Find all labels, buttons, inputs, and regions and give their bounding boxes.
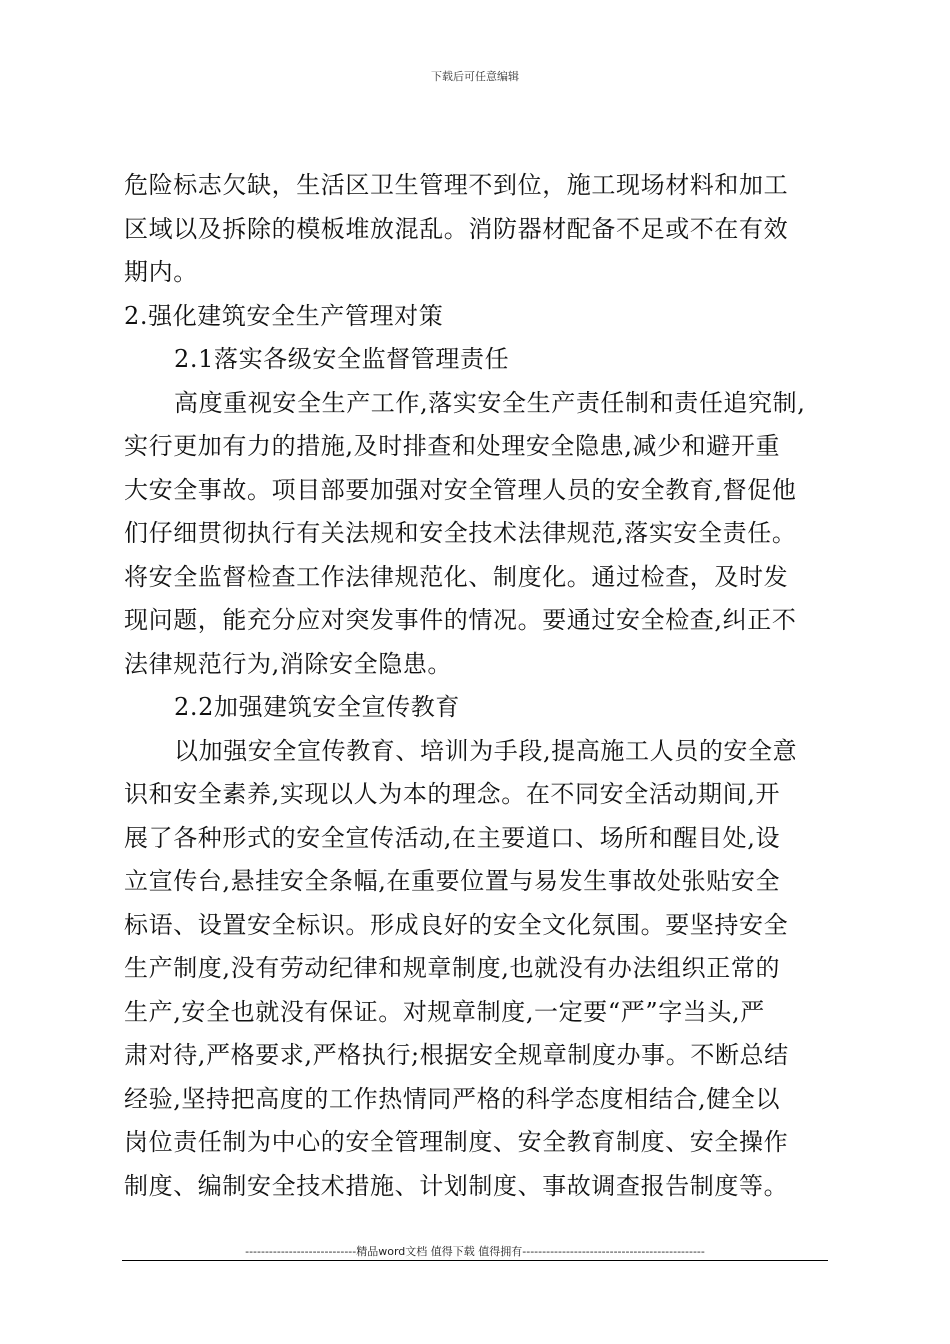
body-line: 肃对待,严格要求,严格执行;根据安全规章制度办事。不断总结	[124, 1041, 789, 1069]
body-line: 高度重视安全生产工作,落实安全生产责任制和责任追究制,	[174, 388, 806, 417]
body-line: 危险标志欠缺，生活区卫生管理不到位，施工现场材料和加工	[124, 171, 789, 199]
section-heading: 2.强化建筑安全生产管理对策	[124, 301, 444, 330]
body-line: 岗位责任制为中心的安全管理制度、安全教育制度、安全操作	[124, 1128, 789, 1156]
body-line: 将安全监督检查工作法律规范化、制度化。通过检查，及时发	[124, 562, 789, 591]
body-line: 大安全事故。项目部要加强对安全管理人员的安全教育,督促他	[124, 475, 797, 504]
footer-divider	[122, 1260, 828, 1261]
page-header: 下载后可任意编辑	[431, 70, 519, 83]
body-line: 制度、编制安全技术措施、计划制度、事故调查报告制度等。	[124, 1171, 789, 1200]
document-body	[124, 164, 830, 1208]
body-line: 以加强安全宣传教育、培训为手段,提高施工人员的安全意	[174, 736, 798, 765]
body-line: 展了各种形式的安全宣传活动,在主要道口、场所和醒目处,设	[124, 823, 781, 852]
body-line: 期内。	[124, 258, 198, 286]
body-line: 立宣传台,悬挂安全条幅,在重要位置与易发生事故处张贴安全	[124, 867, 781, 895]
body-line: 生产制度,没有劳动纪律和规章制度,也就没有办法组织正常的	[124, 954, 781, 982]
body-line: 们仔细贯彻执行有关法规和安全技术法律规范,落实安全责任。	[124, 519, 797, 547]
body-line: 现问题，能充分应对突发事件的情况。要通过安全检查,纠正不	[124, 606, 797, 634]
subsection-heading: 2.1落实各级安全监督管理责任	[174, 345, 510, 373]
body-line: 生产,安全也就没有保证。对规章制度,一定要“严”字当头,严	[124, 997, 765, 1026]
body-line: 标语、设置安全标识。形成良好的安全文化氛围。要坚持安全	[124, 910, 789, 939]
body-line: 识和安全素养,实现以人为本的理念。在不同安全活动期间,开	[124, 780, 781, 808]
body-line: 经验,坚持把高度的工作热情同严格的科学态度相结合,健全以	[124, 1084, 781, 1113]
body-line: 实行更加有力的措施,及时排查和处理安全隐患,减少和避开重	[124, 432, 781, 460]
subsection-heading: 2.2加强建筑安全宣传教育	[174, 693, 460, 721]
page-footer: ----------------------------精品word文档 值得下载 值得拥有----------------------------------------------	[245, 1245, 705, 1258]
body-line: 区域以及拆除的模板堆放混乱。消防器材配备不足或不在有效	[124, 214, 789, 243]
body-line: 法律规范行为,消除安全隐患。	[124, 649, 453, 678]
